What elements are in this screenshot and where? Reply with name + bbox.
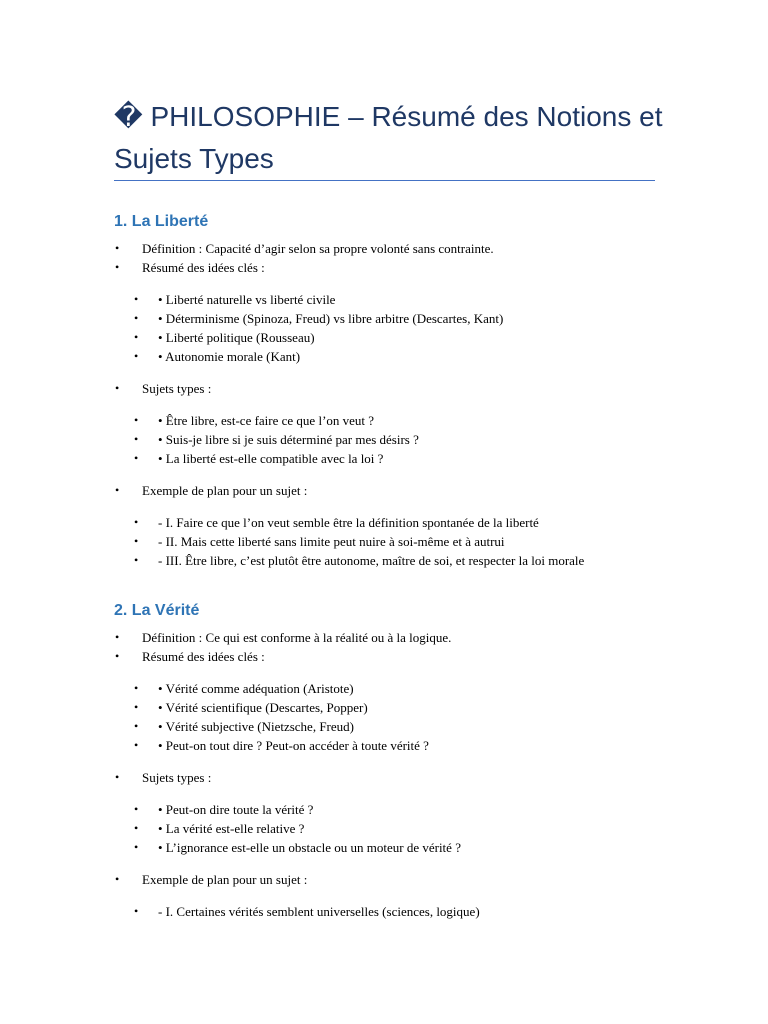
subject-text: • La vérité est-elle relative ?: [158, 821, 305, 836]
idea-text: • Déterminisme (Spinoza, Freud) vs libre arbitre (Descartes, Kant): [158, 311, 504, 326]
bullet-icon: •: [134, 311, 139, 325]
list-item: [134, 679, 714, 698]
subjects-list: [134, 800, 714, 857]
idea-text: • Vérité subjective (Nietzsche, Freud): [158, 719, 354, 734]
list-item: [134, 698, 714, 717]
list-item: [134, 800, 714, 819]
bullet-icon: •: [134, 451, 139, 465]
idea-text: • Vérité scientifique (Descartes, Popper): [158, 700, 368, 715]
subject-text: • La liberté est-elle compatible avec la loi ?: [158, 451, 384, 466]
list-item: [134, 532, 714, 551]
idea-text: • Peut-on tout dire ? Peut-on accéder à toute vérité ?: [158, 738, 429, 753]
idea-text: • Liberté politique (Rousseau): [158, 330, 315, 345]
bullet-icon: •: [134, 292, 139, 306]
idea-text: • Liberté naturelle vs liberté civile: [158, 292, 336, 307]
bullet-icon: •: [115, 770, 120, 784]
document-title: � PHILOSOPHIE – Résumé des Notions et Sujets Types: [114, 101, 663, 174]
list-item-subjects-label: [114, 768, 714, 787]
list-item-plan-label: [114, 870, 714, 889]
bullet-icon: •: [115, 381, 120, 395]
list-item-ideas-label: [114, 647, 714, 666]
list-item: [134, 411, 714, 430]
list-item: [134, 449, 714, 468]
ideas-list: [134, 290, 714, 366]
main-list: [114, 628, 714, 666]
list-item-subjects-label: [114, 379, 714, 398]
plan-list: [134, 513, 714, 570]
bullet-icon: •: [115, 872, 120, 886]
list-item: [134, 736, 714, 755]
plan-label: Exemple de plan pour un sujet :: [142, 872, 308, 887]
list-item: [134, 819, 714, 838]
bullet-icon: •: [134, 681, 139, 695]
section-heading: 2. La Vérité: [114, 602, 200, 619]
main-list: [114, 239, 714, 277]
list-item-plan-label: [114, 481, 714, 500]
subject-text: • Suis-je libre si je suis déterminé par mes désirs ?: [158, 432, 419, 447]
list-item-definition: [114, 628, 714, 647]
bullet-icon: •: [134, 413, 139, 427]
bullet-icon: •: [134, 330, 139, 344]
plan-text: - I. Faire ce que l’on veut semble être la définition spontanée de la liberté: [158, 515, 539, 530]
bullet-icon: •: [134, 840, 139, 854]
bullet-icon: •: [134, 904, 139, 918]
ideas-label: Résumé des idées clés :: [142, 260, 265, 275]
ul-plan-label: [114, 481, 714, 500]
bullet-icon: •: [134, 432, 139, 446]
definition-text: Définition : Capacité d’agir selon sa propre volonté sans contrainte.: [142, 241, 494, 256]
idea-text: • Autonomie morale (Kant): [158, 349, 301, 364]
plan-text: - III. Être libre, c’est plutôt être autonome, maître de soi, et respecter la loi morale: [158, 553, 585, 568]
bullet-icon: •: [134, 515, 139, 529]
list-item: [134, 347, 714, 366]
list-item: [134, 838, 714, 857]
bullet-icon: •: [134, 802, 139, 816]
subjects-list: [134, 411, 714, 468]
ul-subjects-label: [114, 379, 714, 398]
subject-text: • Peut-on dire toute la vérité ?: [158, 802, 314, 817]
bullet-icon: •: [115, 241, 120, 255]
subject-text: • Être libre, est-ce faire ce que l’on veut ?: [158, 413, 375, 428]
bullet-icon: •: [115, 483, 120, 497]
subjects-label: Sujets types :: [142, 770, 212, 785]
list-item-definition: [114, 239, 714, 258]
bullet-icon: •: [115, 260, 120, 274]
list-item-ideas-label: [114, 258, 714, 277]
section-liberte: [114, 211, 714, 570]
plan-text: - I. Certaines vérités semblent universelles (sciences, logique): [158, 904, 480, 919]
bullet-icon: •: [134, 700, 139, 714]
list-item: [134, 551, 714, 570]
section-heading: 1. La Liberté: [114, 213, 209, 230]
bullet-icon: •: [115, 630, 120, 644]
plan-label: Exemple de plan pour un sujet :: [142, 483, 308, 498]
plan-list: [134, 902, 714, 921]
list-item: [134, 309, 714, 328]
subject-text: • L’ignorance est-elle un obstacle ou un moteur de vérité ?: [158, 840, 461, 855]
subjects-label: Sujets types :: [142, 381, 212, 396]
list-item: [134, 717, 714, 736]
ul-plan-label: [114, 870, 714, 889]
bullet-icon: •: [134, 553, 139, 567]
ideas-label: Résumé des idées clés :: [142, 649, 265, 664]
title-underline: [114, 180, 655, 181]
ideas-list: [134, 679, 714, 755]
definition-text: Définition : Ce qui est conforme à la réalité ou à la logique.: [142, 630, 452, 645]
plan-text: - II. Mais cette liberté sans limite peut nuire à soi-même et à autrui: [158, 534, 505, 549]
idea-text: • Vérité comme adéquation (Aristote): [158, 681, 354, 696]
bullet-icon: •: [134, 821, 139, 835]
list-item: [134, 328, 714, 347]
section-verite: [114, 600, 714, 921]
bullet-icon: •: [134, 534, 139, 548]
list-item: [134, 902, 714, 921]
bullet-icon: •: [115, 649, 120, 663]
bullet-icon: •: [134, 349, 139, 363]
bullet-icon: •: [134, 719, 139, 733]
list-item: [134, 513, 714, 532]
list-item: [134, 430, 714, 449]
ul-subjects-label: [114, 768, 714, 787]
bullet-icon: •: [134, 738, 139, 752]
list-item: [134, 290, 714, 309]
